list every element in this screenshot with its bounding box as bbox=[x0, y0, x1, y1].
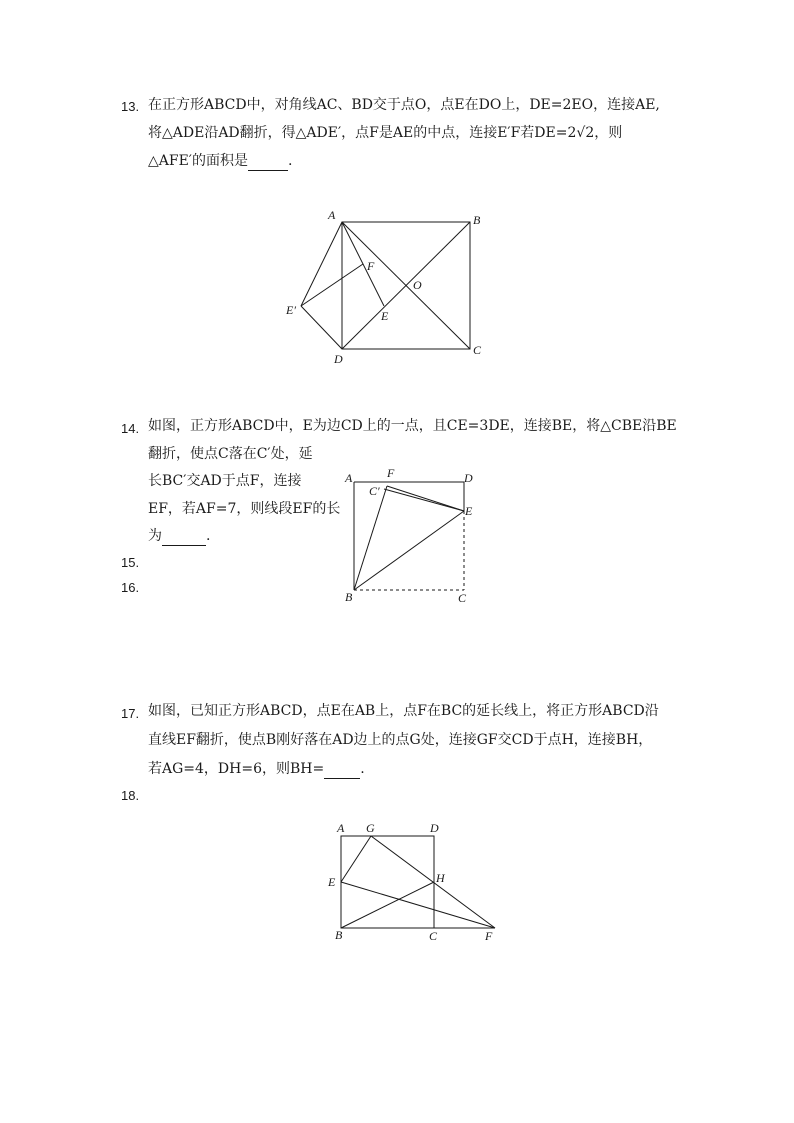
q13-text-line1: 在正方形ABCD中，对角线AC、BD交于点O，点E在DO上，DE=2EO，连接AE, bbox=[148, 97, 660, 113]
q13-text-line3-suffix: . bbox=[288, 153, 293, 169]
q13-text-line2: 将△ADE沿AD翻折，得△ADE′，点F是AE的中点，连接E′F若DE=2√2，则 bbox=[148, 125, 623, 141]
q17-text-line1: 如图，已知正方形ABCD，点E在AB上，点F在BC的延长线上，将正方形ABCD沿 bbox=[148, 703, 659, 719]
q13-label-b: B bbox=[473, 213, 481, 227]
q13-label-c: C bbox=[473, 343, 482, 357]
q17-label-f: F bbox=[485, 929, 493, 943]
q17-label-a: A bbox=[337, 821, 345, 835]
q14-segment-c2e bbox=[384, 489, 464, 511]
q17-text-line3 bbox=[148, 760, 365, 779]
q17-text-line2: 直线EF翻折，使点B刚好落在AD边上的点G处，连接GF交CD于点H，连接BH， bbox=[148, 732, 653, 748]
q14-text-line4: EF，若AF=7，则线段EF的长 bbox=[148, 501, 341, 517]
q14-segment-bf bbox=[354, 486, 387, 590]
q14-text-line5-prefix: 为 bbox=[148, 528, 162, 544]
q17-segment-ef bbox=[341, 882, 495, 928]
q13-segment-e2f bbox=[301, 264, 363, 306]
q14-number: 14. bbox=[121, 421, 140, 436]
q14-segment-be bbox=[354, 511, 464, 590]
q14-answer-blank[interactable] bbox=[162, 527, 206, 546]
q18-number: 18. bbox=[121, 788, 140, 803]
q17-figure bbox=[320, 820, 505, 950]
q13-text-line3 bbox=[148, 152, 292, 171]
q16-number: 16. bbox=[121, 580, 140, 595]
q14-text-line2: 翻折，使点C落在C′处，延 bbox=[148, 446, 313, 462]
q14-label-c-prime: C′ bbox=[369, 484, 380, 498]
q13-segment-ae2 bbox=[301, 222, 342, 306]
q14-label-e: E bbox=[465, 504, 473, 518]
q13-label-e: E bbox=[381, 309, 389, 323]
q13-text-line3-prefix: △AFE′的面积是 bbox=[148, 153, 248, 169]
q14-label-d: D bbox=[464, 471, 473, 485]
q14-text-line5 bbox=[148, 527, 210, 546]
q14-figure bbox=[340, 465, 490, 610]
q17-label-h: H bbox=[436, 871, 445, 885]
q17-label-d: D bbox=[430, 821, 439, 835]
q14-label-a: A bbox=[345, 471, 353, 485]
q14-label-c: C bbox=[458, 591, 467, 605]
q13-label-f: F bbox=[367, 259, 375, 273]
q17-answer-blank[interactable] bbox=[324, 760, 360, 779]
q14-text-line5-suffix: . bbox=[206, 528, 211, 544]
q17-label-b: B bbox=[335, 928, 343, 942]
q13-label-o: O bbox=[413, 278, 422, 292]
q17-label-e: E bbox=[328, 875, 336, 889]
q13-figure bbox=[280, 200, 510, 375]
q17-text-line3-suffix: . bbox=[360, 761, 365, 777]
q13-label-e-prime: E′ bbox=[286, 303, 296, 317]
q17-text-line3-prefix: 若AG=4，DH=6，则BH= bbox=[148, 761, 325, 777]
q13-answer-blank[interactable] bbox=[248, 152, 288, 171]
q14-label-f: F bbox=[387, 466, 395, 480]
q17-segment-ge bbox=[341, 836, 371, 882]
q15-number: 15. bbox=[121, 555, 140, 570]
q14-text-line1: 如图，正方形ABCD中，E为边CD上的一点，且CE=3DE，连接BE，将△CBE沿BE bbox=[148, 418, 677, 434]
q17-number: 17. bbox=[121, 706, 140, 721]
q17-segment-bh bbox=[341, 882, 434, 928]
q14-text-line3: 长BC′交AD于点F，连接 bbox=[148, 473, 302, 489]
q13-label-a: A bbox=[328, 208, 336, 222]
q17-label-c: C bbox=[429, 929, 438, 943]
q13-number: 13. bbox=[121, 99, 140, 114]
q14-label-b: B bbox=[345, 590, 353, 604]
q14-segment-fe bbox=[387, 486, 464, 511]
q13-segment-e2d bbox=[301, 306, 342, 349]
q17-label-g: G bbox=[366, 821, 375, 835]
q13-label-d: D bbox=[334, 352, 343, 366]
q17-square-abcd bbox=[341, 836, 434, 928]
